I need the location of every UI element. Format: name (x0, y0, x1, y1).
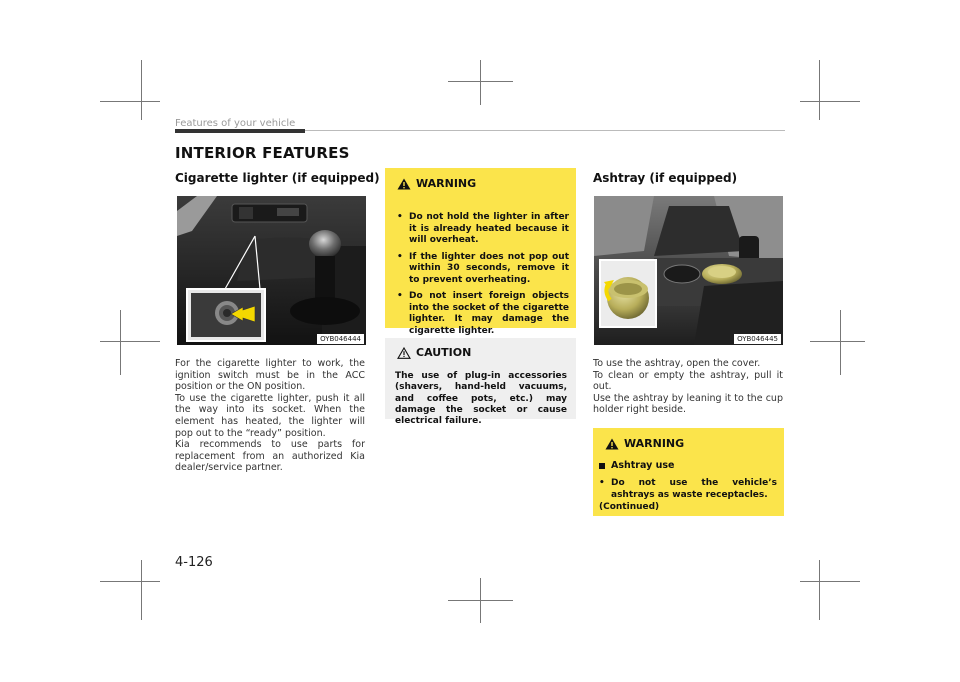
lighter-image-code: OYB046444 (317, 334, 364, 344)
lighter-paragraph: To use the cigarette lighter, push it all the way into its socket. When the element has heated, the lighter will pop out to the “ready” position. (175, 392, 365, 439)
lighter-body (175, 358, 365, 474)
warning-item: • If the lighter does not pop out within 30 seconds, remove it to prevent overheating. (395, 252, 569, 287)
ashtray-photo (594, 196, 783, 345)
ashtray-paragraph: To clean or empty the ashtray, pull it out. (593, 369, 783, 393)
ashtray-use-label: Ashtray use (611, 460, 675, 471)
ashtray-image-code: OYB046445 (734, 334, 781, 344)
caution-triangle-icon (397, 347, 411, 359)
warning-triangle-icon (605, 438, 619, 450)
continued-note: (Continued) (599, 502, 660, 512)
warning-header (605, 437, 684, 450)
header-bar (175, 129, 305, 133)
lighter-paragraph: For the cigarette lighter to work, the ignition switch must be in the ACC position or the ON position. (175, 358, 365, 393)
ashtray-heading: Ashtray (if equipped) (593, 171, 738, 185)
section-label: Features of your vehicle (175, 118, 296, 129)
warning-list (395, 212, 569, 342)
warning-triangle-icon (397, 178, 411, 190)
caution-header (397, 346, 471, 359)
ashtray-illustration (594, 196, 783, 345)
lighter-paragraph: Kia recommends to use parts for replacement from an authorized Kia dealer/service partner. (175, 439, 365, 474)
warning-item: • Do not insert foreign objects into the socket of the cigarette lighter. It may damage the cigarette lighter. (395, 291, 569, 337)
warning-item: • Do not hold the lighter in after it is already heated because it will overheat. (395, 212, 569, 247)
warning-box-lighter (385, 168, 576, 336)
warning-header (397, 177, 476, 190)
caution-box (385, 338, 576, 427)
warning-item: • Do not use the vehicle’s ashtrays as waste receptacles. (597, 478, 777, 501)
caution-text: The use of plug-in accessories (shavers, hand-held vacuums, and coffee pots, etc.) may damage the socket or cause electrical failure. (395, 371, 567, 427)
square-bullet-icon (599, 463, 605, 469)
section-title: INTERIOR FEATURES (175, 144, 350, 162)
ashtray-paragraph: Use the ashtray by leaning it to the cup holder right beside. (593, 392, 783, 416)
ashtray-body (593, 358, 783, 416)
page-number: 4-126 (175, 555, 213, 570)
warning-title: WARNING (624, 437, 685, 450)
lighter-heading: Cigarette lighter (if equipped) (175, 171, 380, 185)
caution-title: CAUTION (416, 346, 472, 359)
ashtray-paragraph: To use the ashtray, open the cover. (593, 358, 761, 369)
warning-title: WARNING (416, 177, 477, 190)
lighter-illustration (177, 196, 366, 345)
warning-box-ashtray (593, 428, 784, 516)
header-rule (305, 130, 785, 131)
lighter-photo (177, 196, 366, 345)
ashtray-use-subheading (599, 460, 674, 471)
